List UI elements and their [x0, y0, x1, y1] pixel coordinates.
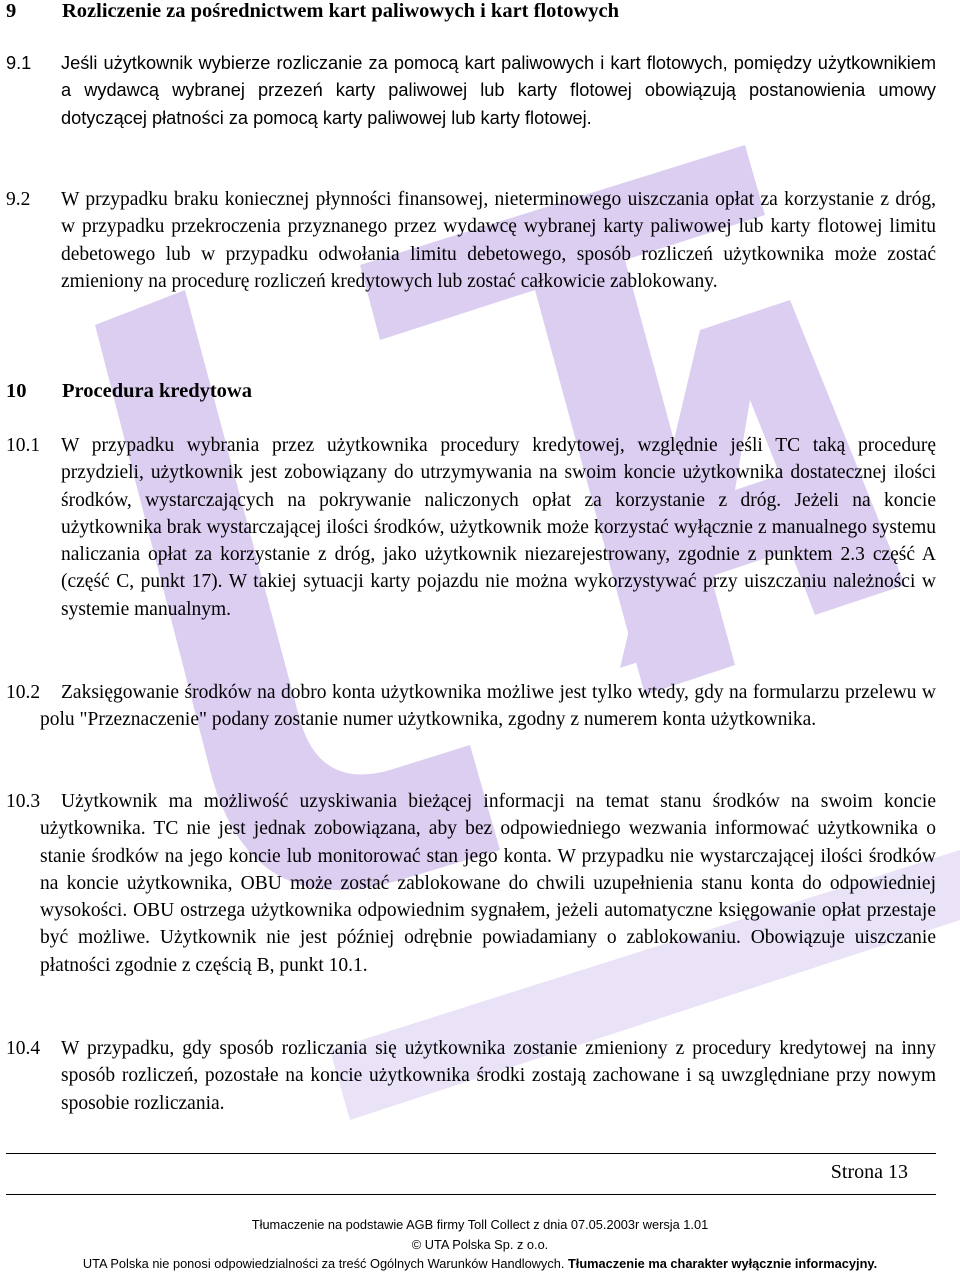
- paragraph-9-2-number: 9.2: [6, 189, 31, 210]
- footer-disclaimer: UTA Polska nie ponosi odpowiedzialności za treść Ogólnych Warunków Handlowych.: [82, 1256, 565, 1271]
- paragraph-10-2-body: [6, 679, 936, 734]
- section-10-number: 10: [6, 380, 27, 402]
- section-9-heading: [6, 0, 619, 24]
- paragraph-9-2-text: W przypadku braku koniecznej płynności finansowej, nieterminowego uiszczania opłat za korzystanie z dróg, w przypadku przekroczenia przyznanego przez wydawcę wybranej karty paliwowej lub karty flotowej limitu debetowego lub w przypadku odwołania limitu debetowego, sposób rozliczeń użytkownika może zostać zmieniony na procedurę rozliczeń kredytowych lub zostać całkowicie zablokowany.: [61, 189, 936, 292]
- footer-disclaimer-bold: Tłumaczenie ma charakter wyłącznie informacyjny.: [567, 1256, 878, 1271]
- footer-line-3: [0, 1255, 960, 1272]
- paragraph-10-2-number: 10.2: [6, 682, 41, 703]
- footer-line-2: © UTA Polska Sp. z o.o.: [411, 1237, 549, 1252]
- paragraph-10-1-text: W przypadku wybrania przez użytkownika procedury kredytowej, względnie jeśli TC taką procedurę przydzieli, użytkownik jest zobowiązany do utrzymywania na swoim koncie użytkownika dostatecznej ilości środków, wystarczających na pokrywanie naliczonych opłat za korzystanie z dróg. Jeżeli na koncie użytkownika brak wystarczającej ilości środków, użytkownik może korzystać wyłącznie z manualnego systemu naliczania opłat za korzystanie z dróg, jako użytkownik niezarejestrowany, zgodnie z punktem 2.3 część A (część C, punkt 17). W takiej sytuacji karty pojazdu nie można wykorzystywać przy uiszczaniu należności w systemie manualnym.: [61, 435, 936, 620]
- page-number: Strona 13: [830, 1161, 908, 1183]
- paragraph-10-3-body: [6, 788, 936, 979]
- paragraph-10-2: [6, 679, 936, 734]
- paragraph-10-1: [6, 432, 936, 623]
- paragraph-10-3-text: Użytkownik ma możliwość uzyskiwania bieżącej informacji na temat stanu środków na swoim koncie użytkownika. TC nie jest jednak zobowiązana, aby bez odpowiedniego wezwania informować użytkownika o stanie środków na jego koncie lub monitorować stan jego konta. W przypadku nie wystarczającej ilości środków na koncie użytkownika, OBU może zostać zablokowane do chwili uzupełnienia stanu konta do odpowiedniej wysokości. OBU ostrzega użytkownika odpowiednim sygnałem, jeżeli automatyczne księgowanie opłat przestaje być możliwe. Użytkownik nie jest później odrębnie powiadamiany o zablokowaniu. Obowiązuje uiszczanie płatności zgodnie z częścią B, punkt 10.1.: [40, 791, 936, 976]
- page-number-rule-top: [6, 1153, 936, 1154]
- paragraph-10-2-text: Zaksięgowanie środków na dobro konta użytkownika możliwe jest tylko wtedy, gdy na formularzu przelewu w polu "Przeznaczenie" podany zostanie numer użytkownika, zgodny z numerem konta użytkownika.: [40, 682, 936, 731]
- paragraph-9-1-number: 9.1: [6, 53, 32, 73]
- paragraph-10-4: [6, 1035, 936, 1117]
- page-number-rule-bottom: [6, 1194, 936, 1195]
- footer-line-1: Tłumaczenie na podstawie AGB firmy Toll Collect z dnia 07.05.2003r wersja 1.01: [251, 1217, 709, 1232]
- paragraph-10-4-text: W przypadku, gdy sposób rozliczania się użytkownika zostanie zmieniony z procedury kredytowej na inny sposób rozliczeń, pozostałe na koncie użytkownika środki zostają zachowane i są uwzględniane przy nowym sposobie rozliczania.: [61, 1038, 936, 1114]
- paragraph-10-3-number: 10.3: [6, 791, 41, 812]
- paragraph-10-1-number: 10.1: [6, 435, 41, 456]
- section-10-heading: [6, 378, 252, 404]
- section-9-title: Rozliczenie za pośrednictwem kart paliwowych i kart flotowych: [62, 0, 620, 22]
- paragraph-10-4-number: 10.4: [6, 1038, 41, 1059]
- paragraph-10-3: [6, 788, 936, 979]
- paragraph-9-1: [6, 50, 936, 132]
- section-10-title: Procedura kredytowa: [62, 380, 252, 402]
- paragraph-9-2: [6, 186, 936, 295]
- paragraph-9-1-text: Jeśli użytkownik wybierze rozliczanie za pomocą kart paliwowych i kart flotowych, pomiędzy użytkownikiem a wydawcą wybranej przezeń karty paliwowej lub karty flotowej obowiązują postanowienia umowy dotyczącej płatności za pomocą karty paliwowej lub karty flotowej.: [61, 53, 936, 128]
- section-9-number: 9: [6, 0, 17, 22]
